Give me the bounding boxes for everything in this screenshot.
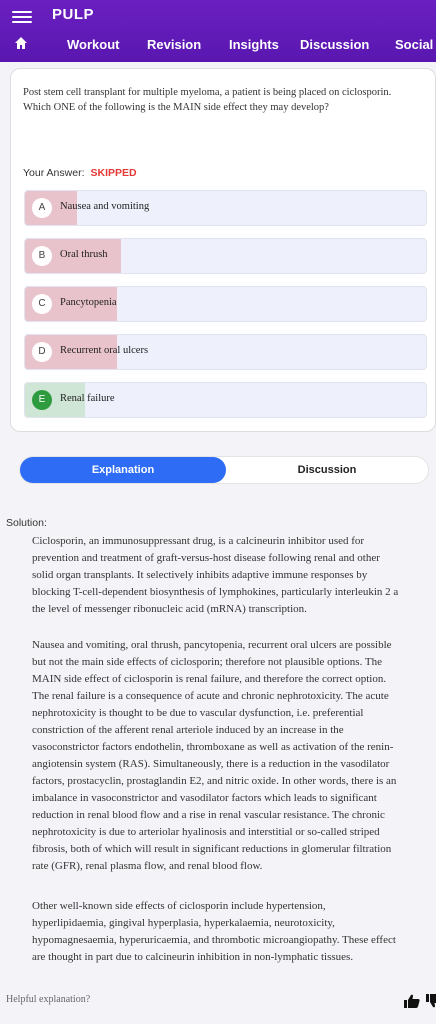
option-letter: A bbox=[32, 198, 52, 218]
option-b[interactable] bbox=[24, 238, 427, 274]
solution-paragraph-2: Nausea and vomiting, oral thrush, pancytopenia, recurrent oral ulcers are possible but not the main side effects of ciclosporin; therefore not plausible options. The MAIN side effect of ciclosporin is renal failure, and therefore the correct option. The renal failure is a consequence of acute and chronic nephrotoxicity. The acute nephrotoxicity is thought to be due to vascular dysfunction, i.e. preferential constriction of the afferent renal arteriole induced by an increase in the vasoconstrictor factors endothelin, thromboxane as well as activation of the renin- angiotensin system (RAS). Simultaneously, there is a reduction in the vasodilator factors, prostacyclin, prostaglandin E2, and nitric oxide. In other words, there is an imbalance in vasoconstrictor and vasodilator factors which leads to significant reduction in renal blood flow and a rise in renal vascular resistance. The chronic nephrotoxicity is due to arteriolar hyalinosis and interstitial or so-called striped fibrosis, both of which will result in significant reductions in glomerular filtration rate (GFR), renal plasma flow, and renal blood flow. bbox=[32, 639, 397, 872]
app-title: PULP bbox=[52, 6, 95, 23]
option-letter-correct: E bbox=[32, 390, 52, 410]
thumbs-down-icon[interactable] bbox=[426, 994, 436, 1008]
option-d[interactable] bbox=[24, 334, 427, 370]
your-answer-value: SKIPPED bbox=[90, 167, 137, 179]
home-icon[interactable] bbox=[14, 36, 28, 50]
your-answer bbox=[23, 167, 137, 179]
your-answer-label: Your Answer: bbox=[23, 167, 85, 179]
tab-insights[interactable]: Insights bbox=[229, 37, 279, 52]
hamburger-menu-icon[interactable] bbox=[12, 8, 32, 24]
solution-paragraph-1: Ciclosporin, an immunosuppressant drug, is a calcineurin inhibitor used for prevention and treatment of graft-versus-host disease following renal and other solid organ transplants. It selectively inhibits adaptive immune responses by blocking T-cell-dependent biosynthesis of lymphokines, particularly interleukin 2 a the level of messenger ribonucleic acid (mRNA) transcription. bbox=[32, 535, 399, 615]
option-label: Nausea and vomiting bbox=[60, 201, 150, 212]
tab-social[interactable]: Social bbox=[395, 37, 434, 52]
option-label: Recurrent oral ulcers bbox=[60, 345, 149, 356]
helpful-prompt: Helpful explanation? bbox=[6, 994, 91, 1005]
explanation-discussion-toggle bbox=[19, 456, 429, 484]
question-card bbox=[10, 68, 436, 432]
option-c[interactable] bbox=[24, 286, 427, 322]
thumbs-up-icon[interactable] bbox=[404, 994, 420, 1008]
option-letter: D bbox=[32, 342, 52, 362]
option-a[interactable] bbox=[24, 190, 427, 226]
explanation-button[interactable]: Explanation bbox=[20, 457, 226, 483]
option-letter: C bbox=[32, 294, 52, 314]
option-letter: B bbox=[32, 246, 52, 266]
tab-revision[interactable]: Revision bbox=[147, 37, 202, 52]
option-label: Renal failure bbox=[60, 393, 115, 404]
tab-discussion[interactable]: Discussion bbox=[300, 37, 370, 52]
top-app-bar bbox=[0, 0, 436, 62]
option-e[interactable] bbox=[24, 382, 427, 418]
solution-paragraph-3: Other well-known side effects of ciclosporin include hypertension, hyperlipidaemia, gingival hyperplasia, hyperkalaemia, neurotoxicity, hypomagnesaemia, hyperuricaemia, and thrombotic microangiopathy. These effect are thought in part due to calcineurin inhibition in non-lymphatic tissues. bbox=[32, 900, 396, 963]
tab-workout[interactable]: Workout bbox=[67, 37, 120, 52]
discussion-button[interactable]: Discussion bbox=[297, 464, 357, 476]
question-text: Post stem cell transplant for multiple myeloma, a patient is being placed on ciclosporin. Which ONE of the following is the MAIN side effect they may develop? bbox=[23, 87, 392, 113]
solution-label: Solution: bbox=[6, 517, 47, 529]
nav-bar bbox=[0, 30, 436, 60]
option-label: Oral thrush bbox=[60, 249, 108, 260]
option-label: Pancytopenia bbox=[60, 297, 117, 308]
